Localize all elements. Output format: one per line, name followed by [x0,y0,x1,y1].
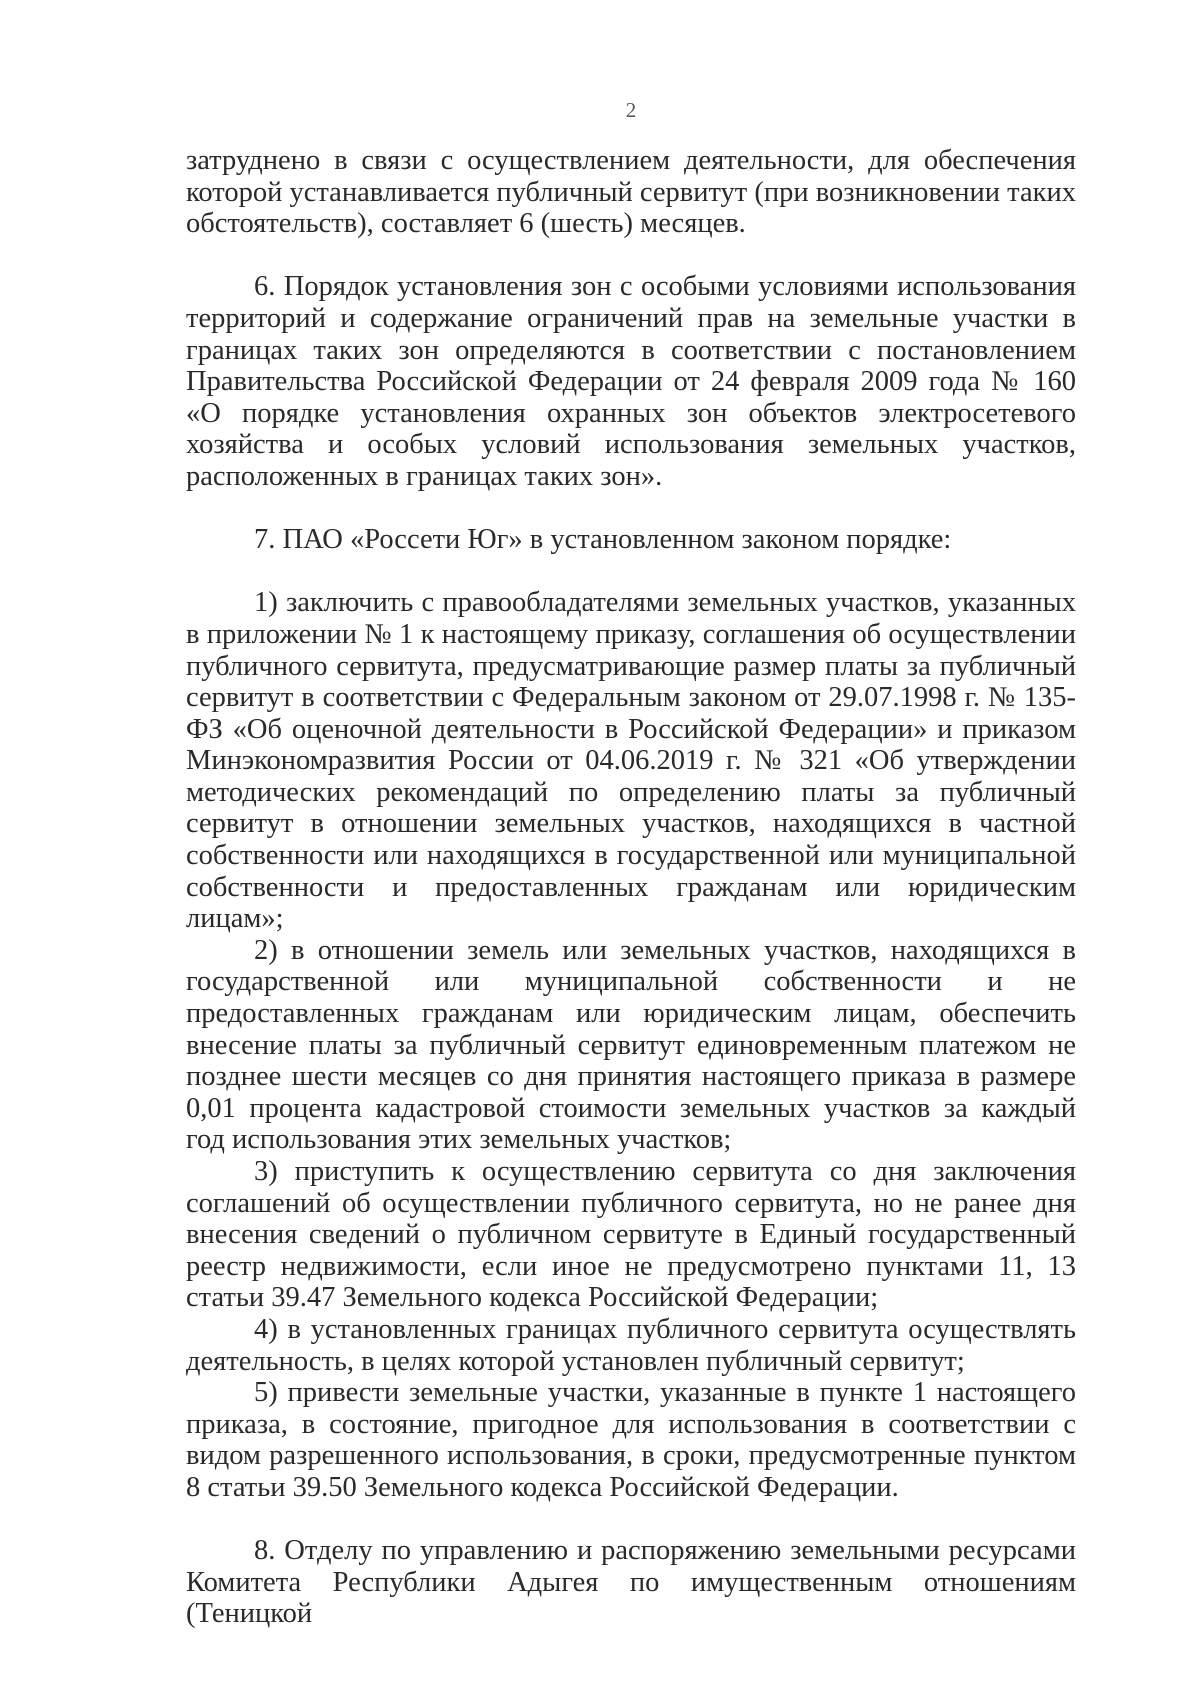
subitem-1: 1) заключить с правообладателями земельных участков, указанных в приложении № 1 к настоящему приказу, соглашения об осуществлении публичного сервитута, предусматривающие размер платы за публичный сервитут в соответствии с Федеральным законом от 29.07.1998 г. № 135-ФЗ «Об оценочной деятельности в Российской Федерации» и приказом Минэкономразвития России от 04.06.2019 г. № 321 «Об утверждении методических рекомендаций по определению платы за публичный сервитут в отношении земельных участков, находящихся в частной собственности или находящихся в государственной или муниципальной собственности и предоставленных гражданам или юридическим лицам»; [186,587,1076,935]
paragraph-continuation: затруднено в связи с осуществлением деятельности, для обеспечения которой устанавливается публичный сервитут (при возникновении таких обстоятельств), составляет 6 (шесть) месяцев. [186,145,1076,240]
paragraph-item-8: 8. Отделу по управлению и распоряжению земельными ресурсами Комитета Республики Адыгея по имущественным отношениям (Теницкой [186,1535,1076,1630]
subitem-5: 5) привести земельные участки, указанные в пункте 1 настоящего приказа, в состояние, пригодное для использования в соответствии с видом разрешенного использования, в сроки, предусмотренные пунктом 8 статьи 39.50 Земельного кодекса Российской Федерации. [186,1377,1076,1503]
paragraph-item-7: 7. ПАО «Россети Юг» в установленном законом порядке: [254,524,952,556]
paragraph-item-6: 6. Порядок установления зон с особыми условиями использования территорий и содержание ограничений прав на земельные участки в границах таких зон определяются в соответствии с постановлением Правительства Российской Федерации от 24 февраля 2009 года № 160 «О порядке установления охранных зон объектов электросетевого хозяйства и особых условий использования земельных участков, расположенных в границах таких зон». [186,271,1076,492]
document-body [186,145,1076,1630]
subitem-3: 3) приступить к осуществлению сервитута со дня заключения соглашений об осуществлении публичного сервитута, но не ранее дня внесения сведений о публичном сервитуте в Единый государственный реестр недвижимости, если иное не предусмотрено пунктами 11, 13 статьи 39.47 Земельного кодекса Российской Федерации; [186,1156,1076,1314]
subitem-2: 2) в отношении земель или земельных участков, находящихся в государственной или муниципальной собственности и не предоставленных гражданам или юридическим лицам, обеспечить внесение платы за публичный сервитут единовременным платежом не позднее шести месяцев со дня принятия настоящего приказа в размере 0,01 процента кадастровой стоимости земельных участков за каждый год использования этих земельных участков; [186,934,1076,1156]
subitem-4: 4) в установленных границах публичного сервитута осуществлять деятельность, в целях которой установлен публичный сервитут; [186,1313,1076,1377]
page-number: 2 [625,98,637,122]
